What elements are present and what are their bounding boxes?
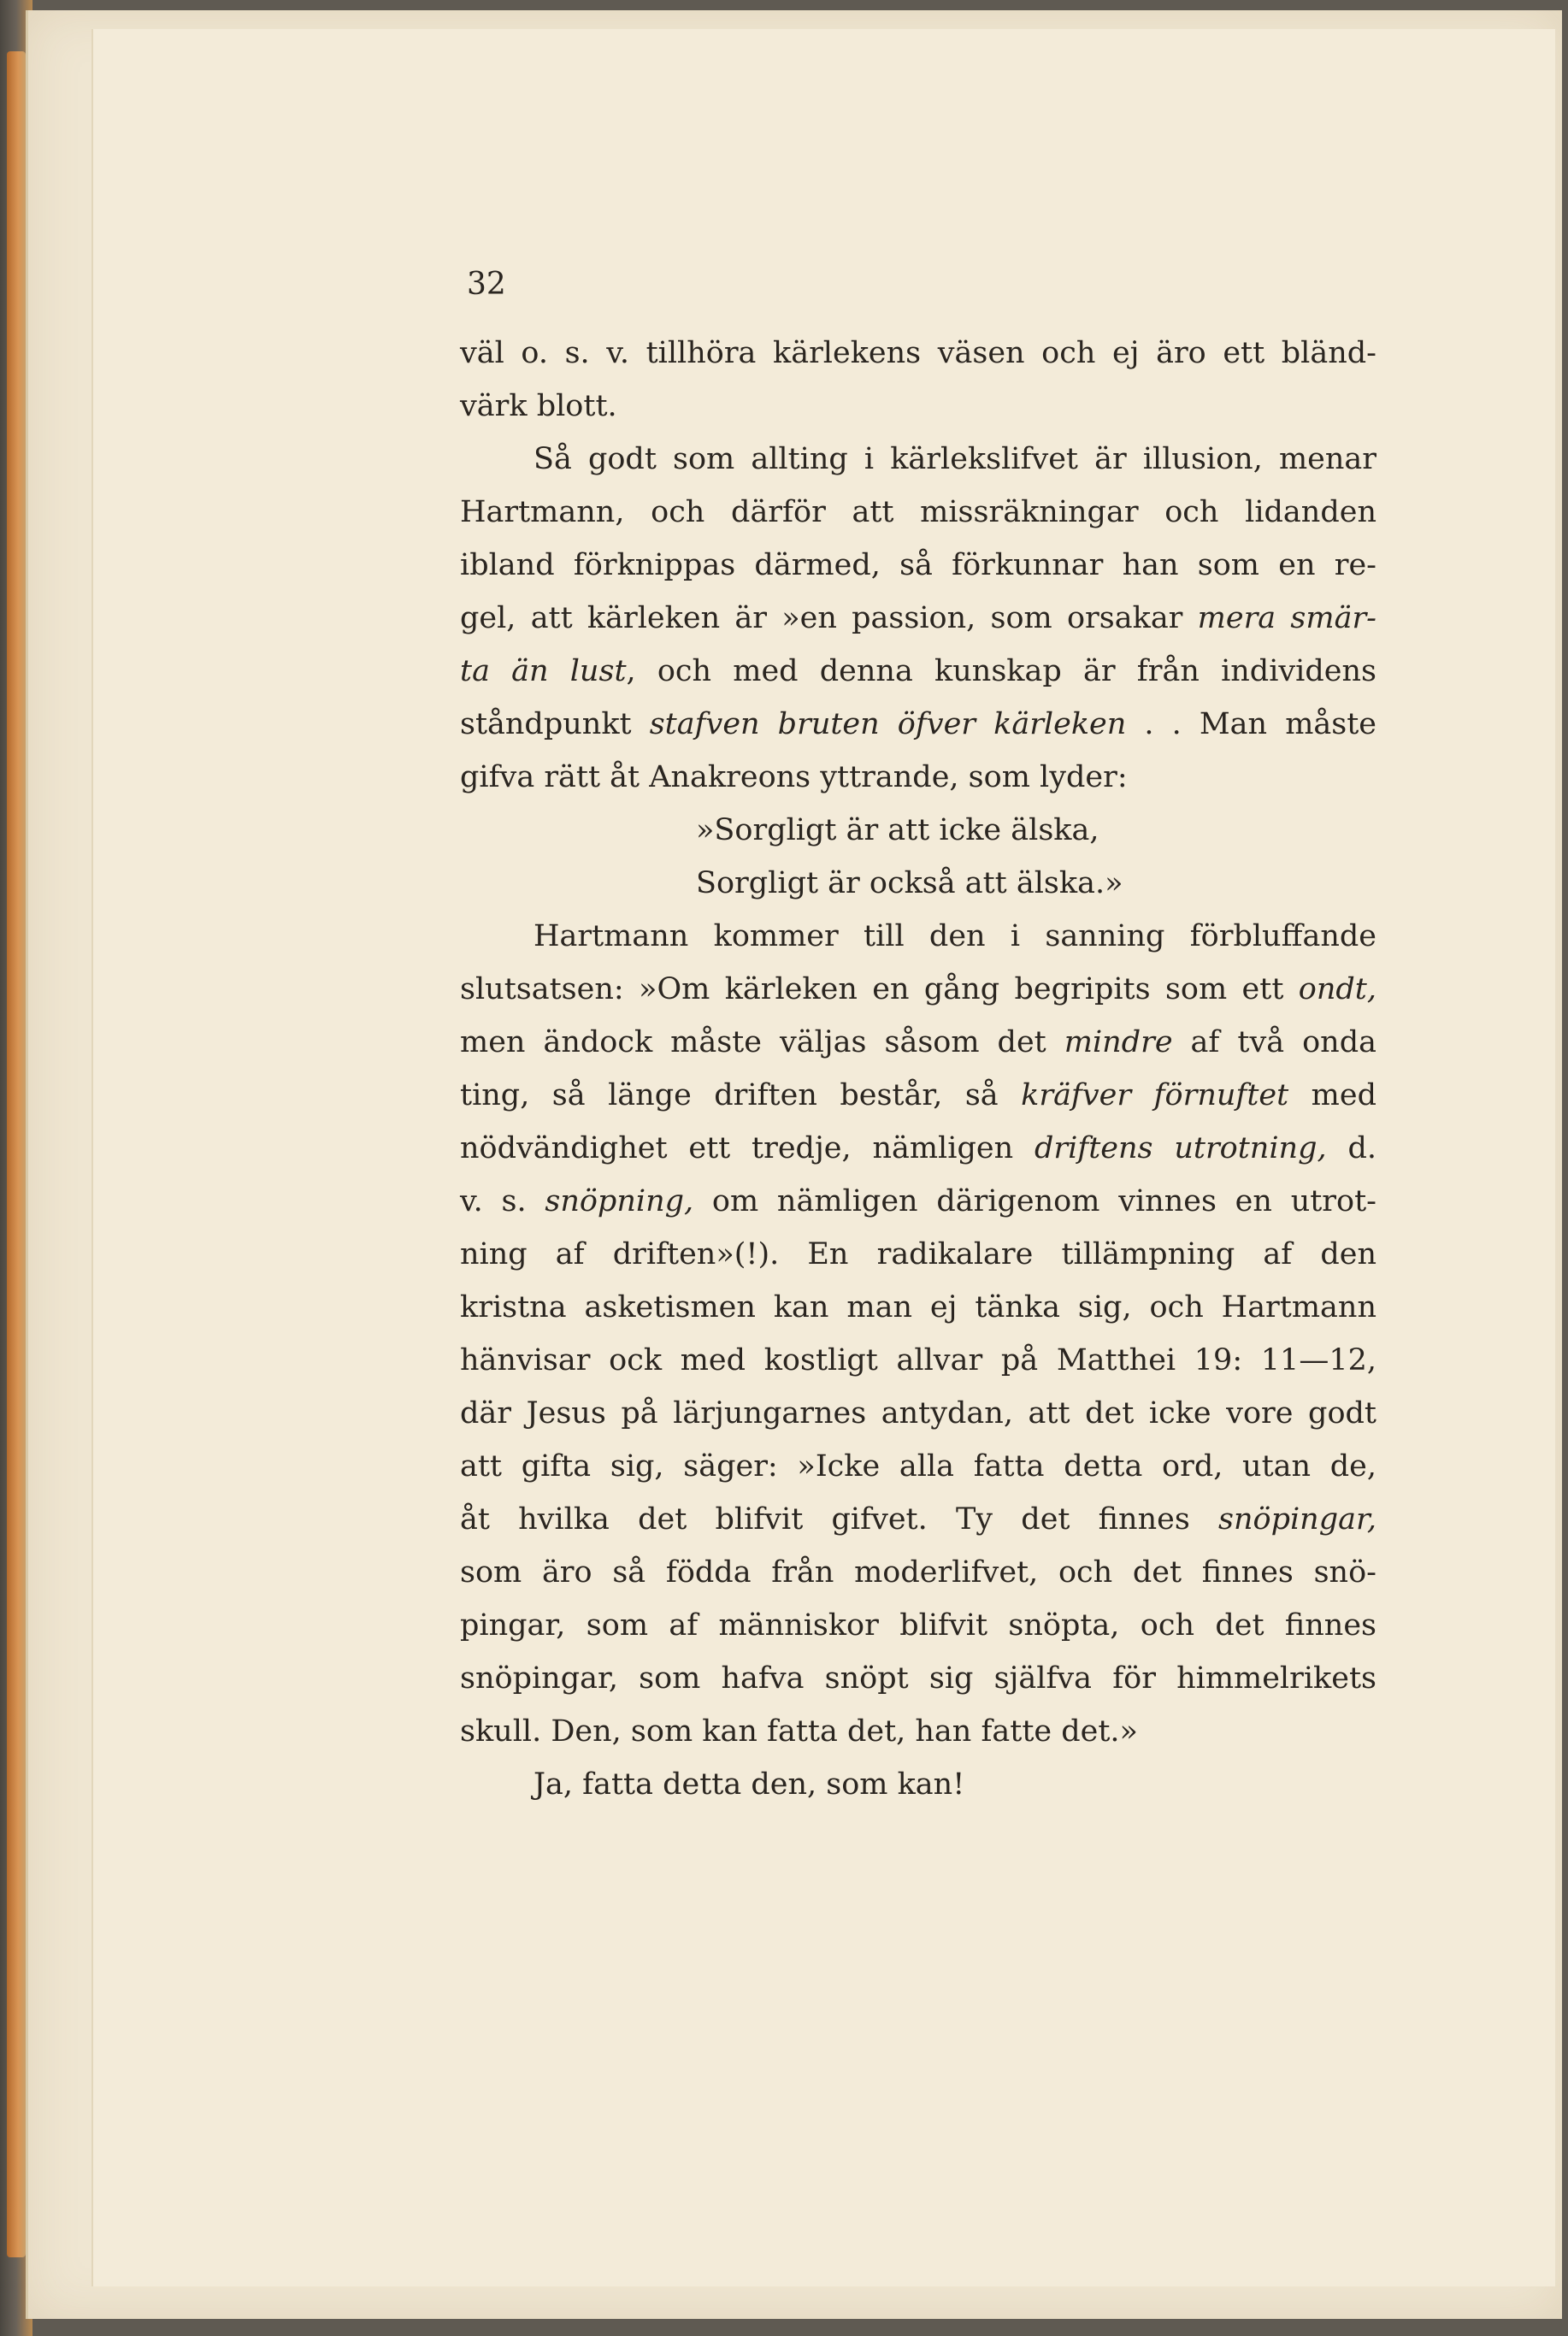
text-line: [460, 1599, 1376, 1652]
italic-text: driftens utrotning,: [1034, 1131, 1327, 1165]
text-line: [460, 539, 1376, 592]
text-segment: Så godt som allting i kärlekslifvet är illusion, menar: [533, 442, 1376, 476]
text-line: [460, 1440, 1376, 1493]
text-segment: hänvisar ock med kostligt allvar på Matthei 19: 11—12,: [460, 1343, 1376, 1377]
text-segment: att gifta sig, säger: »Icke alla fatta detta ord, utan de,: [460, 1449, 1376, 1484]
text-segment: d.: [1326, 1131, 1376, 1165]
text-line: [460, 751, 1376, 804]
italic-text: kräfver förnuftet: [1021, 1078, 1289, 1112]
text-line: [460, 804, 1376, 857]
text-segment: slutsatsen: »Om kärleken en gång begripits som ett: [460, 972, 1299, 1006]
text-line: [460, 1281, 1376, 1334]
text-segment: väl o. s. v. tillhöra kärlekens väsen och ej äro ett bländ-: [460, 336, 1376, 370]
text-segment: ibland förknippas därmed, så förkunnar han som en re-: [460, 548, 1376, 582]
text-line: [460, 1387, 1376, 1440]
text-line: [460, 380, 1376, 433]
text-line: [460, 1334, 1376, 1387]
text-segment: Hartmann, och därför att missräkningar och lidanden: [460, 495, 1376, 529]
text-segment: . . Man måste: [1126, 707, 1376, 741]
text-segment: som äro så födda från moderlifvet, och det finnes snö-: [460, 1555, 1376, 1590]
text-line: [460, 1652, 1376, 1705]
text-line: [460, 1175, 1376, 1228]
text-line: [460, 327, 1376, 380]
text-line: [460, 433, 1376, 486]
text-line: [460, 1705, 1376, 1758]
text-line: [460, 486, 1376, 539]
text-segment: där Jesus på lärjungarnes antydan, att det icke vore godt: [460, 1396, 1376, 1431]
text-line: [460, 1016, 1376, 1069]
text-segment: ståndpunkt: [460, 707, 650, 741]
text-segment: Hartmann kommer till den i sanning förbluffande: [533, 919, 1376, 953]
text-segment: med: [1288, 1078, 1376, 1112]
italic-text: ondt,: [1298, 972, 1376, 1006]
italic-text: snöpning,: [545, 1184, 694, 1218]
text-segment: af två onda: [1172, 1025, 1376, 1059]
text-line: [460, 1122, 1376, 1175]
text-segment: Sorgligt är också att älska.»: [696, 866, 1123, 900]
text-segment: ning af driften»(!). En radikalare tillämpning af den: [460, 1237, 1376, 1271]
text-segment: gifva rätt åt Anakreons yttrande, som lyder:: [460, 760, 1128, 794]
text-line: [460, 857, 1376, 910]
text-segment: pingar, som af människor blifvit snöpta, och det finnes: [460, 1608, 1376, 1643]
text-line: [460, 1069, 1376, 1122]
italic-text: stafven bruten öfver kärleken: [649, 707, 1127, 741]
text-segment: v. s.: [460, 1184, 545, 1218]
text-line: [460, 698, 1376, 751]
text-segment: kristna asketismen kan man ej tänka sig, och Hartmann: [460, 1290, 1376, 1324]
text-segment: Ja, fatta detta den, som kan!: [533, 1767, 965, 1802]
italic-text: mera smär-: [1197, 601, 1376, 635]
text-segment: »Sorgligt är att icke älska,: [696, 813, 1099, 847]
text-segment: nödvändighet ett tredje, nämligen: [460, 1131, 1035, 1165]
text-segment: ting, så länge driften består, så: [460, 1078, 1022, 1112]
text-segment: snöpingar, som hafva snöpt sig själfva för himmelrikets: [460, 1661, 1376, 1696]
text-segment: , och med denna kunskap är från individens: [626, 654, 1376, 688]
text-segment: värk blott.: [460, 389, 617, 423]
text-line: [460, 963, 1376, 1016]
text-line: [460, 1228, 1376, 1281]
text-segment: gel, att kärleken är »en passion, som orsakar: [460, 601, 1198, 635]
text-segment: om nämligen därigenom vinnes en utrot-: [693, 1184, 1376, 1218]
italic-text: snöpingar,: [1218, 1502, 1376, 1537]
italic-text: mindre: [1064, 1025, 1173, 1059]
text-line: [460, 592, 1376, 645]
italic-text: ta än lust: [460, 654, 627, 688]
text-segment: skull. Den, som kan fatta det, han fatte det.»: [460, 1714, 1138, 1749]
text-line: [460, 1758, 1376, 1811]
text-segment: åt hvilka det blifvit gifvet. Ty det finnes: [460, 1502, 1218, 1537]
text-line: [460, 1546, 1376, 1599]
text-line: [460, 1493, 1376, 1546]
page-number: 32: [467, 267, 506, 302]
text-line: [460, 910, 1376, 963]
page-stack-edge: [7, 51, 26, 2257]
page-body-text: [460, 327, 1376, 1811]
text-line: [460, 645, 1376, 698]
text-segment: men ändock måste väljas såsom det: [460, 1025, 1064, 1059]
